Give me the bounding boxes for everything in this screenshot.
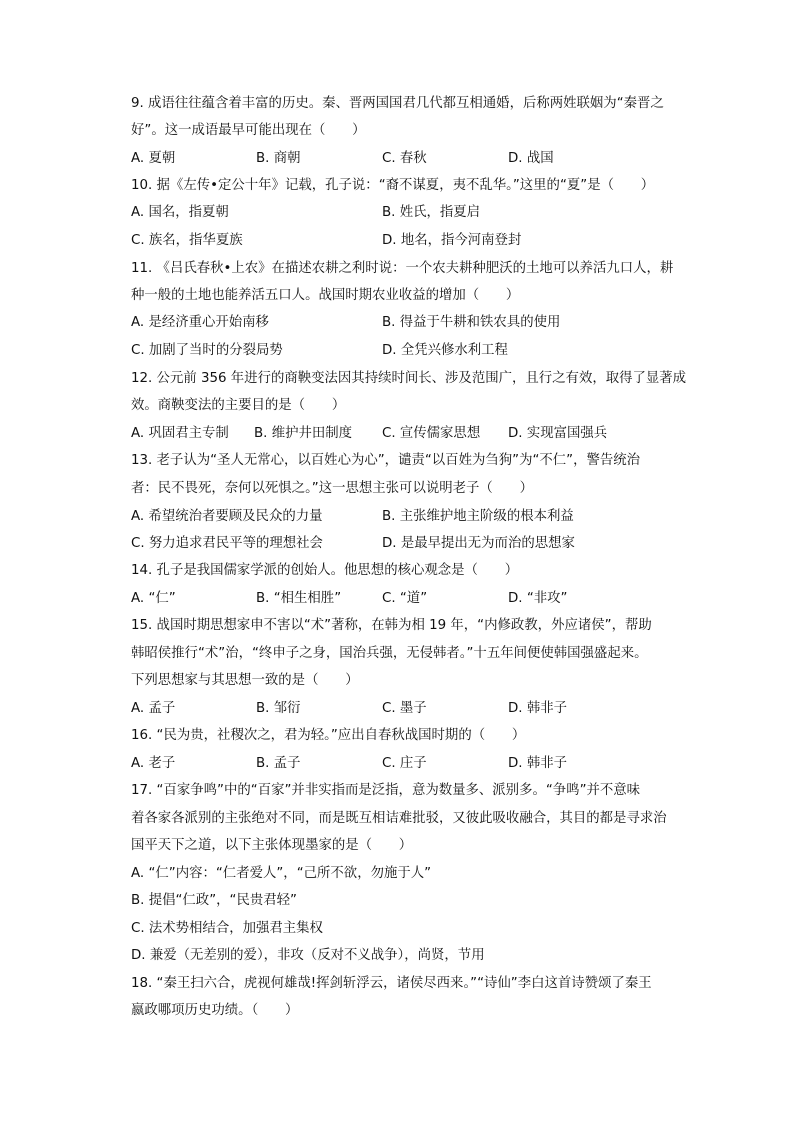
option-d[interactable]: D. 实现富国强兵 xyxy=(508,426,608,441)
question-9-stem-line-2: 好”。这一成语最早可能出现在（ ） xyxy=(131,123,366,138)
option-a[interactable]: A. “仁” xyxy=(131,591,176,606)
question-13-stem-line-2: 者：民不畏死，奈何以死惧之。”这一思想主张可以说明老子（ ） xyxy=(131,481,533,496)
option-b[interactable]: B. 得益于牛耕和铁农具的使用 xyxy=(382,315,561,330)
option-a[interactable]: A. 国名，指夏朝 xyxy=(131,205,229,220)
option-d[interactable]: D. 韩非子 xyxy=(508,701,567,716)
option-b[interactable]: B. 商朝 xyxy=(256,151,301,166)
question-17-stem-line-1: 17. “百家争鸣”中的“百家”并非实指而是泛指，意为数量多、派别多。“争鸣”并不意味 xyxy=(131,783,641,798)
option-c[interactable]: C. 族名，指华夏族 xyxy=(131,233,243,248)
option-c[interactable]: C. 加剧了当时的分裂局势 xyxy=(131,343,283,358)
question-9-stem-line-1: 9. 成语往往蕴含着丰富的历史。秦、晋两国国君几代都互相通婚，后称两姓联姻为“秦晋之 xyxy=(131,96,664,111)
question-11-stem-line-2: 种一般的土地也能养活五口人。战国时期农业收益的增加（ ） xyxy=(131,288,520,303)
option-a[interactable]: A. 是经济重心开始南移 xyxy=(131,315,269,330)
option-a[interactable]: A. 孟子 xyxy=(131,701,176,716)
option-d[interactable]: D. 是最早提出无为而治的思想家 xyxy=(382,536,575,551)
option-c[interactable]: C. 努力追求君民平等的理想社会 xyxy=(131,536,323,551)
question-18-stem-line-2: 嬴政哪项历史功绩。（ ） xyxy=(131,1003,299,1018)
option-d[interactable]: D. 全凭兴修水利工程 xyxy=(382,343,508,358)
option-b[interactable]: B. 主张维护地主阶级的根本利益 xyxy=(382,509,574,524)
question-16-stem-line-1: 16. “民为贵，社稷次之，君为轻。”应出自春秋战国时期的（ ） xyxy=(131,728,526,743)
question-15-stem-line-3: 下列思想家与其思想一致的是（ ） xyxy=(131,673,359,688)
question-14-stem-line-1: 14. 孔子是我国儒家学派的创始人。他思想的核心观念是（ ） xyxy=(131,563,519,578)
question-17-stem-line-3: 国平天下之道，以下主张体现墨家的是（ ） xyxy=(131,838,413,853)
option-c[interactable]: C. 宣传儒家思想 xyxy=(382,426,481,441)
option-d[interactable]: D. 韩非子 xyxy=(508,756,567,771)
option-c[interactable]: C. 春秋 xyxy=(382,151,427,166)
option-d[interactable]: D. 战国 xyxy=(508,151,554,166)
option-b[interactable]: B. “相生相胜” xyxy=(256,591,342,606)
option-b[interactable]: B. 维护井田制度 xyxy=(254,426,353,441)
option-c[interactable]: C. 庄子 xyxy=(382,756,427,771)
question-17-option-b[interactable]: B. 提倡“仁政”，“民贵君轻” xyxy=(131,893,297,908)
question-10-stem-line-1: 10. 据《左传•定公十年》记载，孔子说：“裔不谋夏，夷不乱华。”这里的“夏”是（ ） xyxy=(131,178,655,193)
question-17-option-c[interactable]: C. 法术势相结合，加强君主集权 xyxy=(131,921,323,936)
option-c[interactable]: C. 墨子 xyxy=(382,701,427,716)
question-17-option-a[interactable]: A. “仁”内容：“仁者爱人”，“己所不欲，勿施于人” xyxy=(131,866,432,881)
question-13-stem-line-1: 13. 老子认为“圣人无常心，以百姓心为心”，谴责“以百姓为刍狗”为“不仁”，警告统治 xyxy=(131,453,641,468)
option-a[interactable]: A. 夏朝 xyxy=(131,151,176,166)
question-17-option-d[interactable]: D. 兼爱（无差别的爱），非攻（反对不义战争），尚贤，节用 xyxy=(131,948,485,963)
question-15-stem-line-1: 15. 战国时期思想家申不害以“术”著称，在韩为相 19 年，“内修政教，外应诸侯”，帮助 xyxy=(131,618,652,633)
question-11-stem-line-1: 11. 《吕氏春秋•上农》在描述农耕之利时说：一个农夫耕种肥沃的土地可以养活九口人，耕 xyxy=(131,261,674,276)
option-b[interactable]: B. 姓氏，指夏启 xyxy=(382,205,481,220)
option-b[interactable]: B. 孟子 xyxy=(256,756,301,771)
option-a[interactable]: A. 希望统治者要顾及民众的力量 xyxy=(131,509,323,524)
option-a[interactable]: A. 老子 xyxy=(131,756,176,771)
question-18-stem-line-1: 18. “秦王扫六合，虎视何雄哉!挥剑斩浮云，诸侯尽西来。”“诗仙”李白这首诗赞颂了秦王 xyxy=(131,976,652,991)
option-b[interactable]: B. 邹衍 xyxy=(256,701,301,716)
option-d[interactable]: D. “非攻” xyxy=(508,591,568,606)
option-d[interactable]: D. 地名，指今河南登封 xyxy=(382,233,522,248)
option-c[interactable]: C. “道” xyxy=(382,591,428,606)
question-15-stem-line-2: 韩昭侯推行“术”治，“终申子之身，国治兵强，无侵韩者。”十五年间便使韩国强盛起来。 xyxy=(131,646,648,661)
question-17-stem-line-2: 着各家各派别的主张绝对不同，而是既互相诘难批驳，又彼此吸收融合，其目的都是寻求治 xyxy=(131,811,667,826)
question-12-stem-line-2: 效。商鞅变法的主要目的是（ ） xyxy=(131,398,346,413)
option-a[interactable]: A. 巩固君主专制 xyxy=(131,426,229,441)
question-12-stem-line-1: 12. 公元前 356 年进行的商鞅变法因其持续时间长、涉及范围广，且行之有效，取得了显著成 xyxy=(131,371,687,386)
